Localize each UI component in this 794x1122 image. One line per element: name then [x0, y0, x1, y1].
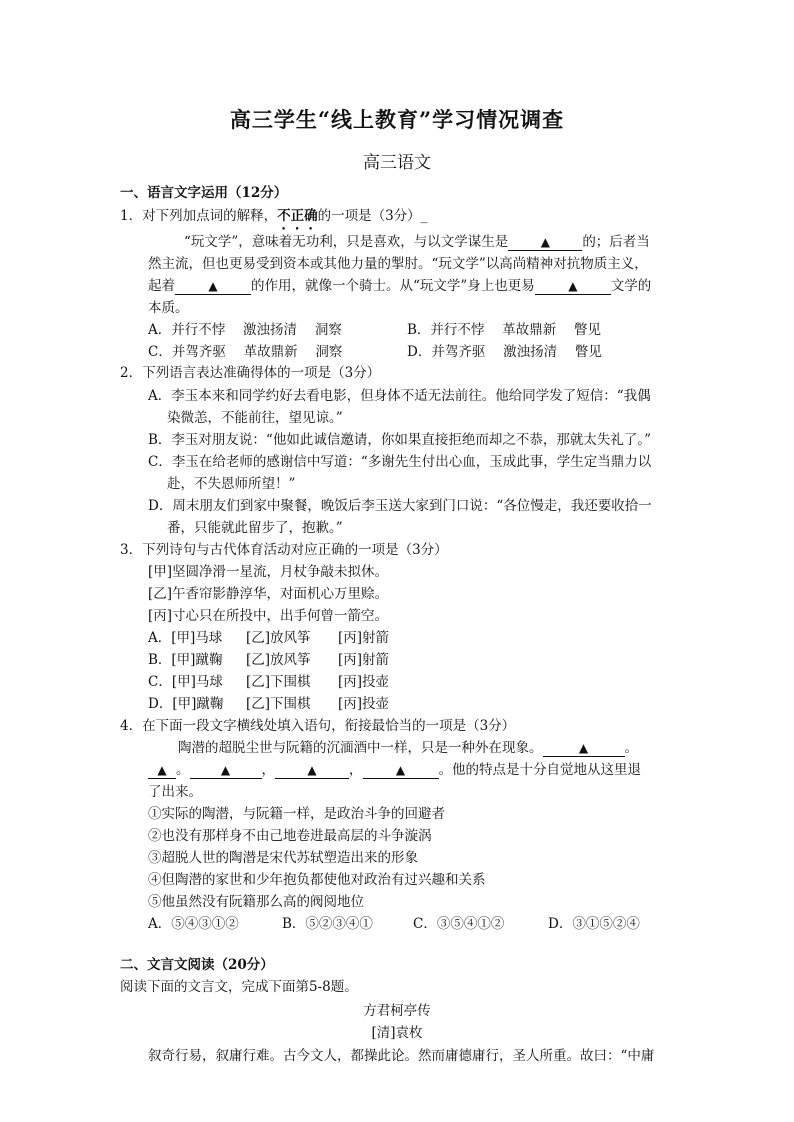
page-title: 高三学生“线上教育”学习情况调查 — [229, 107, 565, 132]
q4-blank-4 — [275, 763, 349, 779]
q1-blank-1 — [508, 235, 582, 251]
q1-passage-line3 — [148, 274, 651, 295]
q4-stem: 4．在下面一段文字横线处填入语句，衔接最恰当的一项是（3分） — [120, 718, 516, 734]
q4-blank-3 — [190, 763, 262, 779]
q1-option-b: B．并行不悖 革故鼎新 瞥见 — [407, 322, 602, 338]
blank-triangle: ▲ — [307, 763, 317, 777]
q4-option-a: A．⑤④③①② — [148, 916, 239, 932]
q2-option-a-line1: A．李玉本来和同学约好去看电影，但身体不适无法前往。他给同学发了短信：“我偶 — [148, 388, 651, 404]
blank-triangle: ▲ — [578, 741, 589, 755]
q1-stem — [120, 204, 427, 233]
q3-poem-bing: [丙]寸心只在所投中，出手何曾一箭空。 — [148, 608, 389, 624]
q3-poem-jia: [甲]坚圆净滑一星流，月杖争敲未拟休。 — [148, 564, 389, 580]
q3-c-yi: [乙]下围棋 — [246, 674, 311, 690]
q1-passage-line2: 然主流，但也更易受到资本或其他力量的掣肘。“玩文学”以高尚精神对抗物质主义， — [148, 256, 648, 272]
q4-p1-text: 陶潜的超脱尘世与阮籍的沉湎酒中一样，只是一种外在现象。 — [178, 740, 543, 756]
q3-d-jia: D．[甲]蹴鞠 — [148, 696, 224, 712]
blank-triangle: ▲ — [568, 279, 578, 293]
q2-option-a-line2: 染微恙，不能前往，望见谅。” — [167, 410, 343, 426]
q4-option-b: B．⑤②③④① — [282, 916, 373, 932]
q4-passage-line2: ▲ 。 ▲ ， ▲ ， ▲ 。他的特点是十分自觉地从这里退 — [148, 758, 641, 779]
q4-option-c: C．③⑤④①② — [413, 916, 505, 932]
q3-b-jia: B．[甲]蹴鞠 — [148, 652, 223, 668]
q4-passage-line3: 了出来。 — [148, 784, 202, 800]
q1-p1-text: “玩文学”，意味着无功利，只是喜欢，与以文学谋生是 — [184, 234, 509, 250]
q1-blank-3 — [535, 279, 611, 295]
q4-sentence-1: ①实际的陶潜，与阮籍一样，是政治斗争的回避者 — [148, 806, 445, 822]
q1-passage-line4: 本质。 — [148, 300, 189, 316]
q3-a-jia: A．[甲]马球 — [148, 630, 223, 646]
q1-blank-2 — [175, 279, 251, 295]
q2-option-c-line1: C．李玉在给老师的感谢信中写道：“多谢先生付出心血，玉成此事，学生定当鼎力以 — [148, 454, 652, 470]
blank-triangle: ▲ — [208, 279, 218, 293]
q1-option-d: D．并驾齐驱 激浊扬清 瞥见 — [407, 344, 602, 360]
q4-sentence-5: ⑤他虽然没有阮籍那么高的阀阅地位 — [148, 894, 364, 910]
blank-triangle: ▲ — [395, 763, 406, 777]
q3-poem-yi: [乙]午香帘影静淳华，对面机心万里赊。 — [148, 586, 389, 602]
q4-sentence-4: ④但陶潜的家世和少年抱负都使他对政治有过兴趣和关系 — [148, 872, 486, 888]
page-subtitle: 高三语文 — [363, 153, 431, 173]
q2-option-c-line2: 赴，不失恩师所望！” — [167, 476, 296, 492]
section2-intro: 阅读下面的文言文，完成下面第5-8题。 — [120, 979, 358, 995]
q1-stem-emph: 不正确 — [277, 208, 318, 224]
q4-passage-line1: 陶潜的超脱尘世与阮籍的沉湎酒中一样，只是一种外在现象。 ▲ 。 — [178, 740, 638, 756]
q3-b-bing: [丙]射箭 — [338, 652, 390, 668]
q1-p1-text-end: 的；后者当 — [582, 234, 650, 250]
q4-blank-1 — [543, 741, 625, 757]
q3-d-bing: [丙]投壶 — [338, 696, 390, 712]
blank-triangle: ▲ — [220, 763, 231, 777]
q1-stem-c: 的一项是（3分）_ — [317, 208, 428, 224]
q3-a-yi: [乙]放风筝 — [246, 630, 311, 646]
q3-a-bing: [丙]射箭 — [338, 630, 390, 646]
q2-option-b: B．李玉对朋友说：“他如此诚信邀请，你如果直接拒绝而却之不恭，那就太失礼了。” — [148, 432, 651, 448]
q4-option-d: D．③①⑤②④ — [548, 916, 640, 932]
q3-c-bing: [丙]投壶 — [338, 674, 390, 690]
q3-b-yi: [乙]放风筝 — [246, 652, 311, 668]
q1-option-a: A．并行不悖 激浊扬清 洞察 — [148, 322, 342, 338]
q2-option-d-line2: 番，只能就此留步了，抱歉。” — [167, 520, 343, 536]
q4-blank-2 — [148, 763, 176, 779]
q1-p3-text-end: 文学的 — [610, 278, 652, 294]
blank-triangle: ▲ — [157, 763, 167, 777]
q1-passage-line1 — [184, 230, 650, 251]
q4-sentence-2: ②也没有那样身不由己地卷进最高层的斗争漩涡 — [148, 828, 432, 844]
q1-p3-text: 起着 — [148, 278, 175, 294]
q1-p3-text-mid: 的作用，就像一个骑士。从“玩文学”身上也更易 — [251, 278, 535, 294]
blank-triangle: ▲ — [540, 235, 550, 249]
classical-text-title: 方君柯亭传 — [363, 1003, 431, 1019]
classical-text-author: [清]袁枚 — [371, 1025, 423, 1041]
q3-stem: 3．下列诗句与古代体育活动对应正确的一项是（3分） — [120, 542, 448, 558]
q1-option-c: C．并驾齐驱 革故鼎新 洞察 — [148, 344, 343, 360]
q2-stem: 2．下列语言表达准确得体的一项是（3分） — [120, 365, 381, 381]
q1-stem-a: 1．对下列加点词的解释， — [120, 208, 278, 224]
classical-text-line1: 叙奇行易，叙庸行难。古今文人，都操此论。然而庸德庸行，圣人所重。故曰：“中庸 — [148, 1048, 655, 1064]
section2-heading: 二、文言文阅读（20分） — [120, 957, 274, 973]
q2-option-d-line1: D．周末朋友们到家中聚餐，晚饭后李玉送大家到门口说：“各位慢走，我还要收拾一 — [148, 498, 652, 514]
q3-c-jia: C．[甲]马球 — [148, 674, 223, 690]
q4-sentence-3: ③超脱人世的陶潜是宋代苏轼塑造出来的形象 — [148, 850, 418, 866]
q4-blank-5 — [363, 763, 439, 779]
section1-heading: 一、语言文字运用（12分） — [120, 185, 288, 201]
q4-p2-end: 他的特点是十分自觉地从这里退 — [452, 762, 641, 778]
q3-d-yi: [乙]下围棋 — [246, 696, 311, 712]
